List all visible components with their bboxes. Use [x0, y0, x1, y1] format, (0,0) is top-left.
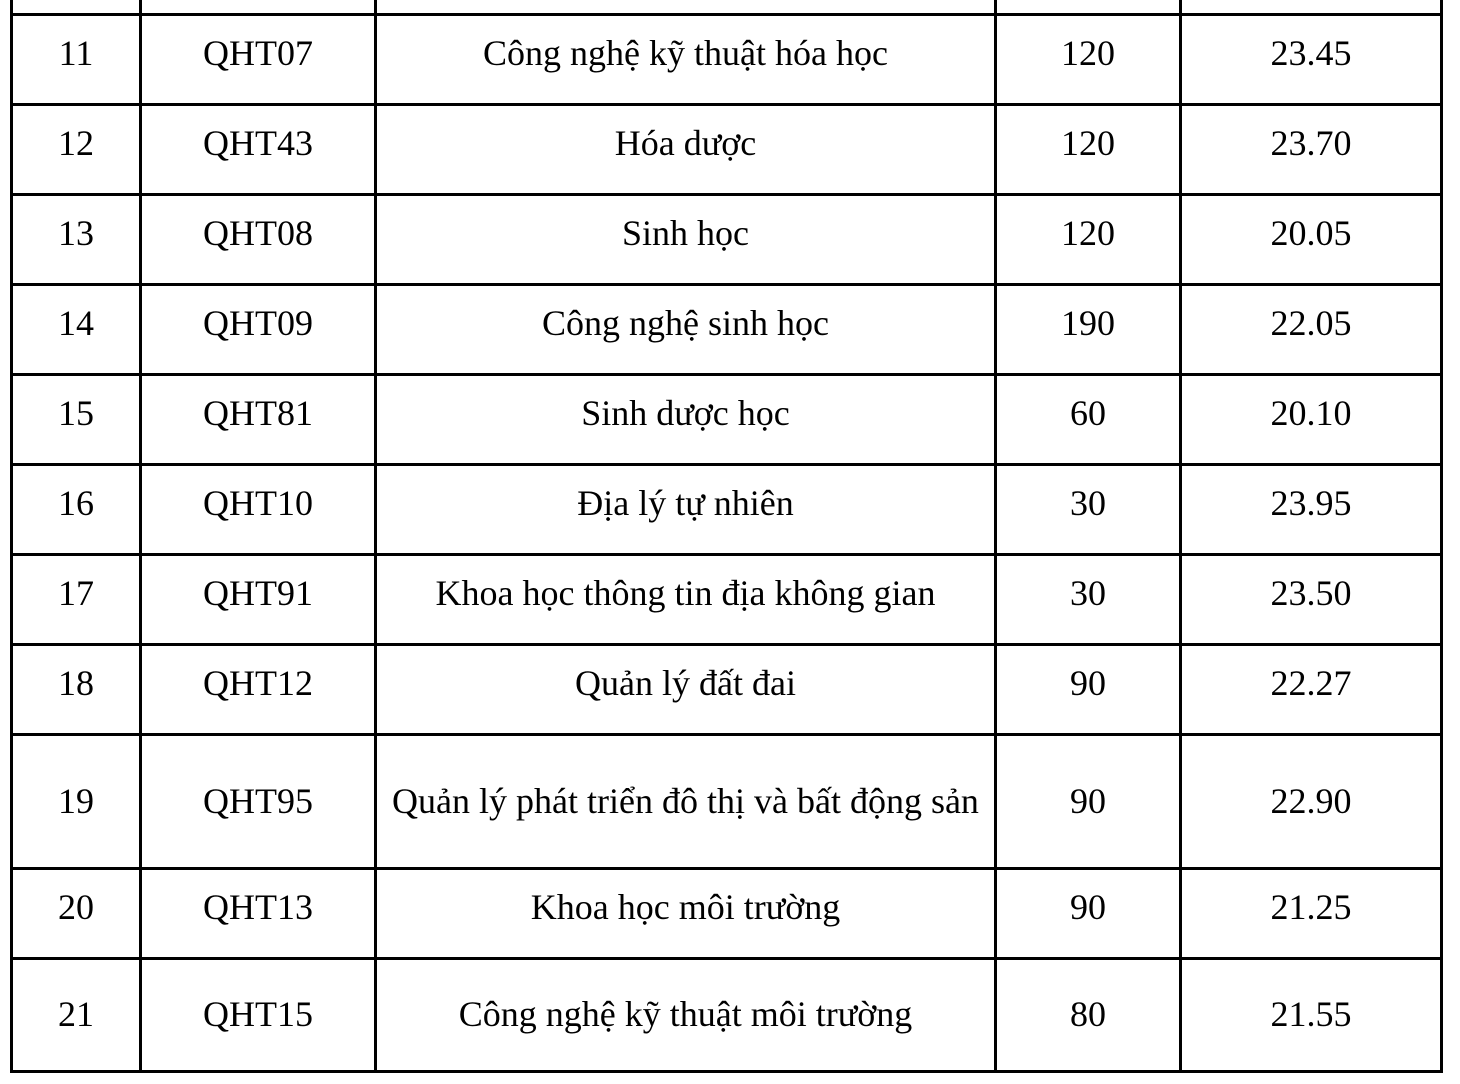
cell-score-partial	[1181, 0, 1442, 15]
table-row	[12, 15, 1442, 105]
cell-major-name: Quản lý đất đai	[376, 645, 996, 735]
cell-quota: 90	[996, 735, 1181, 869]
document-sheet	[10, 0, 1443, 1073]
table-row	[12, 465, 1442, 555]
cell-quota: 80	[996, 959, 1181, 1072]
cell-quota: 190	[996, 285, 1181, 375]
table-row	[12, 195, 1442, 285]
cell-row-number: 17	[12, 555, 141, 645]
cell-quota: 30	[996, 465, 1181, 555]
cell-row-number: 15	[12, 375, 141, 465]
cell-row-number: 13	[12, 195, 141, 285]
table-row-partial	[12, 0, 1442, 15]
cell-row-number: 12	[12, 105, 141, 195]
cell-quota: 90	[996, 869, 1181, 959]
cell-row-number: 19	[12, 735, 141, 869]
cell-major-name: Khoa học môi trường	[376, 869, 996, 959]
cell-score: 23.70	[1181, 105, 1442, 195]
table-row	[12, 959, 1442, 1072]
cell-major-code: QHT08	[141, 195, 376, 285]
cell-quota: 30	[996, 555, 1181, 645]
cell-major-code: QHT15	[141, 959, 376, 1072]
cell-quota: 60	[996, 375, 1181, 465]
cell-score: 22.05	[1181, 285, 1442, 375]
cell-major-name: Công nghệ kỹ thuật hóa học	[376, 15, 996, 105]
cell-major-code: QHT09	[141, 285, 376, 375]
cell-major-name: Quản lý phát triển đô thị và bất động sản	[376, 735, 996, 869]
cell-major-name: Hóa dược	[376, 105, 996, 195]
cell-score: 21.25	[1181, 869, 1442, 959]
cell-major-name: Sinh học	[376, 195, 996, 285]
cell-row-number: 20	[12, 869, 141, 959]
cell-quota: 120	[996, 105, 1181, 195]
table-row	[12, 105, 1442, 195]
table-body	[12, 0, 1442, 1072]
admission-scores-table	[10, 0, 1443, 1073]
cell-name-partial	[376, 0, 996, 15]
cell-quota: 120	[996, 195, 1181, 285]
cell-major-code: QHT10	[141, 465, 376, 555]
cell-major-code: QHT12	[141, 645, 376, 735]
cell-score: 22.90	[1181, 735, 1442, 869]
cell-quota: 90	[996, 645, 1181, 735]
table-row	[12, 285, 1442, 375]
cell-major-code: QHT81	[141, 375, 376, 465]
cell-row-number: 18	[12, 645, 141, 735]
table-row	[12, 645, 1442, 735]
cell-score: 20.05	[1181, 195, 1442, 285]
cell-major-name: Sinh dược học	[376, 375, 996, 465]
cell-code-partial	[141, 0, 376, 15]
cell-row-number: 16	[12, 465, 141, 555]
cell-score: 22.27	[1181, 645, 1442, 735]
table-row	[12, 375, 1442, 465]
cell-major-name: Công nghệ sinh học	[376, 285, 996, 375]
table-row	[12, 555, 1442, 645]
cell-row-number: 11	[12, 15, 141, 105]
cell-score: 23.95	[1181, 465, 1442, 555]
cell-score: 21.55	[1181, 959, 1442, 1072]
cell-major-code: QHT43	[141, 105, 376, 195]
cell-row-number: 21	[12, 959, 141, 1072]
cell-stt-partial	[12, 0, 141, 15]
cell-score: 23.45	[1181, 15, 1442, 105]
cell-major-code: QHT91	[141, 555, 376, 645]
cell-major-code: QHT07	[141, 15, 376, 105]
table-row	[12, 869, 1442, 959]
cell-quota: 120	[996, 15, 1181, 105]
cell-row-number: 14	[12, 285, 141, 375]
cell-major-name: Công nghệ kỹ thuật môi trường	[376, 959, 996, 1072]
cell-major-name: Khoa học thông tin địa không gian	[376, 555, 996, 645]
cell-score: 23.50	[1181, 555, 1442, 645]
cell-score: 20.10	[1181, 375, 1442, 465]
cell-major-code: QHT95	[141, 735, 376, 869]
cell-major-name: Địa lý tự nhiên	[376, 465, 996, 555]
table-row	[12, 735, 1442, 869]
cell-major-code: QHT13	[141, 869, 376, 959]
cell-quota-partial	[996, 0, 1181, 15]
